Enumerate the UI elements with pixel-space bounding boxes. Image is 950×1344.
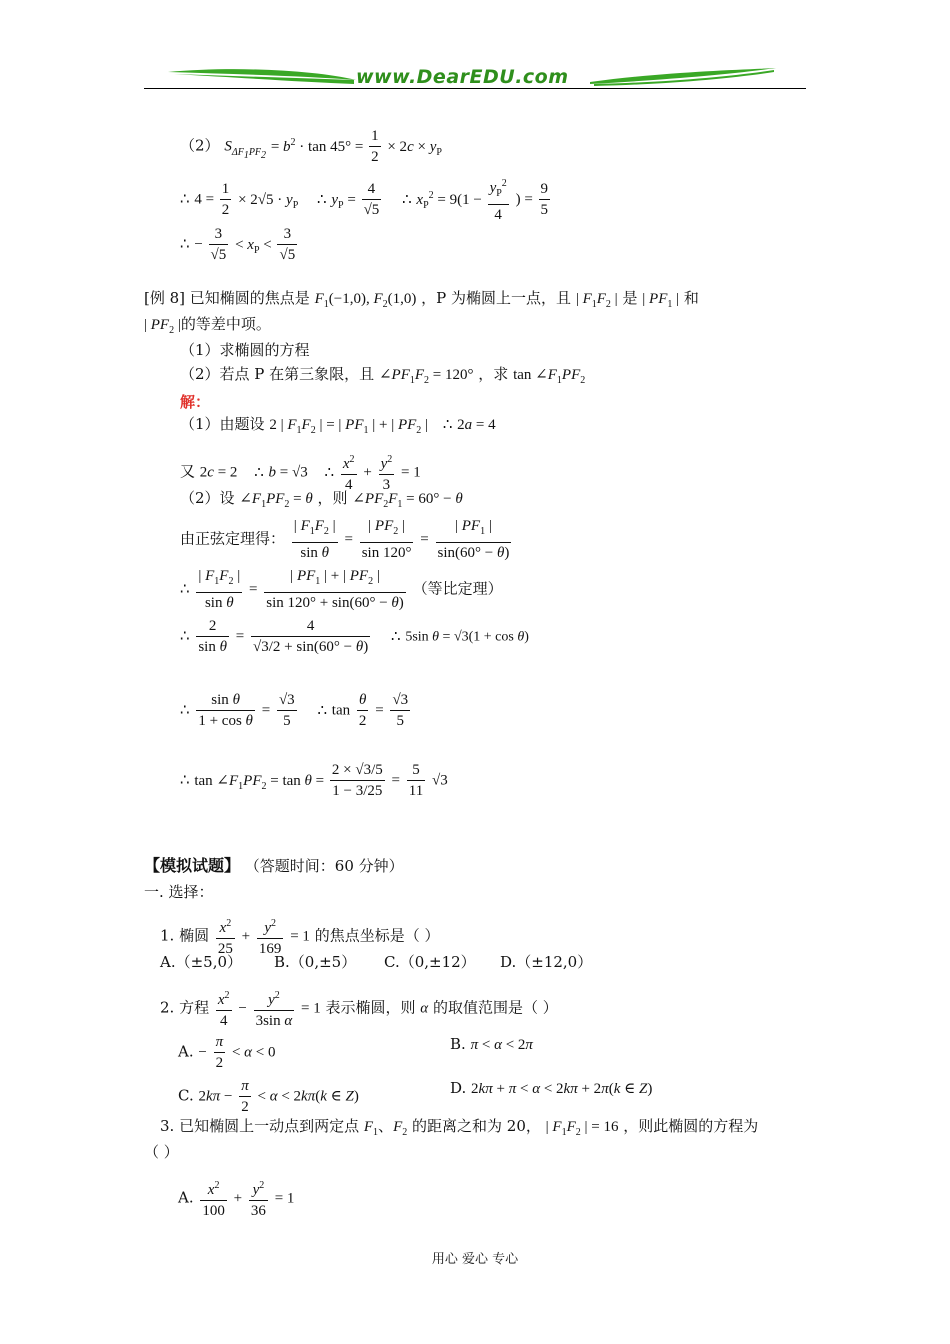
sim-q1-option-b: B.（0,±5）: [274, 953, 357, 971]
sim-q3-option-a: A. $\frac{x^2}{100}$ + $\frac{y^2}{36}$ = 1: [178, 1176, 294, 1221]
site-logo: www.DearEDU.com: [356, 66, 569, 88]
ex7-line-2: ∴ 4 = $\frac{1}{2}$ × $2√5 \cdot y_P$ ∴ $y_P$ = $\frac{4}{√5}$ ∴ $x_P^2 = 9(1$ − $\frac{y_P^2}{4}$ ) = $\frac{9}{5}$: [180, 174, 552, 225]
ex8-q1: （1）求椭圆的方程: [180, 341, 310, 359]
ex8-s4: 由正弦定理得： $\frac{| F_1F_2 |}{\text{sin θ}}$ = $\frac{| PF_2 |}{\sin 120^\circ}$ = $\frac{| PF_1 |}{\sin(60^\circ - \theta)}$: [180, 518, 510, 561]
sim-q1-option-c: C.（0,±12）: [384, 953, 476, 971]
sim-q3-paren: （ ）: [144, 1143, 179, 1161]
sim-heading: 【模拟试题】 （答题时间：60 分钟）: [144, 856, 404, 875]
ex8-s7: ∴ $\frac{\text{sin θ}}{\text{1 + cos θ}}$ = $\frac{√3}{5}$ ∴ tan $\frac{\theta}{2}$ = $\frac{√3}{5}$: [180, 692, 409, 729]
sim-q2-option-d: D. 2kπ + π < α < 2kπ + 2π(k ∈ Z): [450, 1079, 653, 1097]
page-footer: 用心 爱心 专心: [431, 1252, 519, 1267]
header-rule: [144, 88, 806, 89]
ex7-line-1: （2） $S_{\Delta F_1PF_2} = b^2 \cdot \tan 45^\circ$ = $\frac{1}{2}$ × $2c \times y_P$: [180, 128, 442, 165]
sim-q2-option-c: C. 2kπ − $\frac{\pi}{2}$ < α < 2kπ(k ∈ Z): [178, 1078, 359, 1115]
ex8-q2: （2）若点 P 在第三象限，且 $\angle PF_1F_2 = 120^\circ$ ，求 $\tan \angle F_1PF_2$: [180, 365, 586, 386]
ex8-title-cont: | $PF_2$ |的等差中项。: [144, 315, 271, 336]
sim-q2-option-a: A. − $\frac{\pi}{2}$ < α < 0: [178, 1034, 276, 1071]
ex8-s6: ∴ $\frac{2}{\text{sin θ}}$ = $\frac{4}{√3/2 + \sin(60^\circ - \theta)}$ ∴ 5sin θ = √3(1 + cos θ): [180, 618, 529, 655]
sim-q2-option-b: B. π < α < 2π: [450, 1035, 533, 1053]
sim-q3: 3. 已知椭圆上一动点到两定点 $F_1$、$F_2$ 的距离之和为 20， | $F_1F_2$ | = 16 ，则此椭圆的方程为: [160, 1117, 759, 1138]
solution-label: 解：: [180, 393, 211, 411]
sim-q1: 1. 椭圆 $\frac{x^2}{25}$ + $\frac{y^2}{169}$ = 1 的焦点坐标是（ ）: [160, 914, 439, 959]
ex8-s1: （1）由题设 2 | $F_1F_2$ | = | $PF_1$ | + | $PF_2$ | ∴ 2a = 4: [180, 415, 496, 436]
ex8-s5: ∴ $\frac{| F_1F_2 |}{\text{sin θ}}$ = $\frac{| PF_1 | + | PF_2 |}{\sin 120^\circ + \sin(60^\circ - \theta)}$ （等比定理）: [180, 568, 503, 611]
ex7-line-3: ∴ − $\frac{3}{√5}$ < $x_P$ < $\frac{3}{√5}$: [180, 226, 296, 263]
ex8-s2: 又 2c = 2 ∴ b = √3 ∴ $\frac{x^2}{4}$ + $\frac{y^2}{3}$ = 1: [180, 450, 421, 495]
sim-q1-option-a: A.（±5,0）: [160, 953, 243, 971]
sim-q1-option-d: D.（±12,0）: [500, 953, 593, 971]
ex8-title: [例 8] 已知椭圆的焦点是 $F_1(-1,0)$, $F_2(1,0)$ ，P 为椭圆上一点，且 | $F_1F_2$ | 是 | $PF_1$ | 和: [144, 289, 699, 310]
ex8-s3: （2）设 $\angle F_1PF_2 = \theta$ ，则 $\angle PF_2F_1 = 60^\circ - \theta$: [180, 489, 463, 510]
sim-q2: 2. 方程 $\frac{x^2}{4}$ − $\frac{y^2}{\text{3sin α}}$ = 1 表示椭圆，则 α 的取值范围是（ ）: [160, 986, 558, 1031]
ex8-s8: ∴ $\tan \angle F_1PF_2 = \tan \theta$ = $\frac{2 \times √3/5}{1 - 3/25}$ = $\frac{5}{11}$ √3: [180, 762, 448, 799]
sim-section: 一. 选择：: [144, 883, 214, 901]
